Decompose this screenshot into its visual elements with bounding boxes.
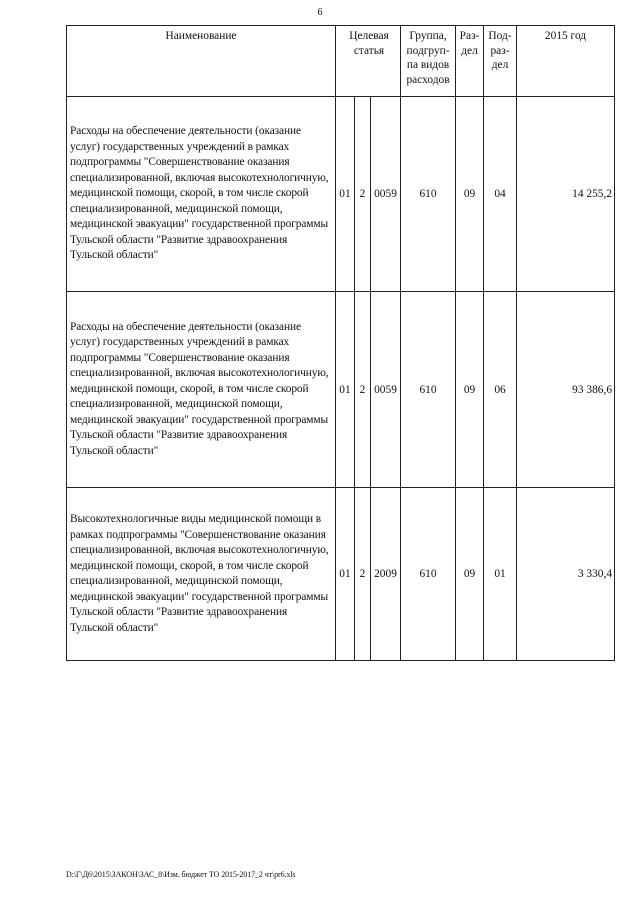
row-direction-code: 0059 [371, 292, 401, 488]
row-amount: 93 386,6 [517, 292, 615, 488]
table-row [67, 488, 615, 661]
header-group: Группа, подгруп- па видов расходов [401, 26, 456, 97]
budget-table [66, 25, 615, 661]
row-name: Расходы на обеспечение деятельности (оказание услуг) государственных учреждений в рамках подпрограммы "Совершенствование оказания специализированной, включая высокотехнологичную, медицинской помощи, скорой, в том числе скорой специализированной, медицинской помощи, медицинской эвакуации" государственной программы Тульской области "Развитие здравоохранения Тульской области" [67, 292, 336, 488]
header-subsection: Под- раз- дел [484, 26, 517, 97]
table-header-row [67, 26, 615, 97]
row-group: 610 [401, 292, 456, 488]
page-number: 6 [317, 7, 323, 18]
row-subprogram-code: 2 [355, 292, 371, 488]
row-direction-code: 0059 [371, 97, 401, 292]
row-section: 09 [456, 97, 484, 292]
row-direction-code: 2009 [371, 488, 401, 661]
file-path-footer: D:\Г\Д6\2015\ЗАКОН\ЗАС_8\Изм. бюджет ТО 2015-2017_2 чт\pr6.xls [66, 870, 296, 879]
header-year: 2015 год [517, 26, 615, 97]
row-group: 610 [401, 97, 456, 292]
header-target-item: Целевая статья [336, 26, 401, 97]
row-amount: 3 330,4 [517, 488, 615, 661]
row-subsection: 06 [484, 292, 517, 488]
table-row [67, 97, 615, 292]
header-section: Раз- дел [456, 26, 484, 97]
row-name: Расходы на обеспечение деятельности (оказание услуг) государственных учреждений в рамках подпрограммы "Совершенствование оказания специализированной, включая высокотехнологичную, медицинской помощи, скорой, в том числе скорой специализированной, медицинской помощи, медицинской эвакуации" государственной программы Тульской области "Развитие здравоохранения Тульской области" [67, 97, 336, 292]
row-name: Высокотехнологичные виды медицинской помощи в рамках подпрограммы "Совершенствование оказания специализированной, включая высокотехнологичную, медицинской помощи, скорой, в том числе скорой специализированной, медицинской помощи, медицинской эвакуации" государственной программы Тульской области "Развитие здравоохранения Тульской области" [67, 488, 336, 661]
row-subprogram-code: 2 [355, 488, 371, 661]
row-program-code: 01 [336, 488, 355, 661]
row-subprogram-code: 2 [355, 97, 371, 292]
row-section: 09 [456, 488, 484, 661]
row-amount: 14 255,2 [517, 97, 615, 292]
row-subsection: 04 [484, 97, 517, 292]
header-name: Наименование [67, 26, 336, 97]
row-group: 610 [401, 488, 456, 661]
table-row [67, 292, 615, 488]
row-program-code: 01 [336, 292, 355, 488]
row-section: 09 [456, 292, 484, 488]
row-subsection: 01 [484, 488, 517, 661]
row-program-code: 01 [336, 97, 355, 292]
